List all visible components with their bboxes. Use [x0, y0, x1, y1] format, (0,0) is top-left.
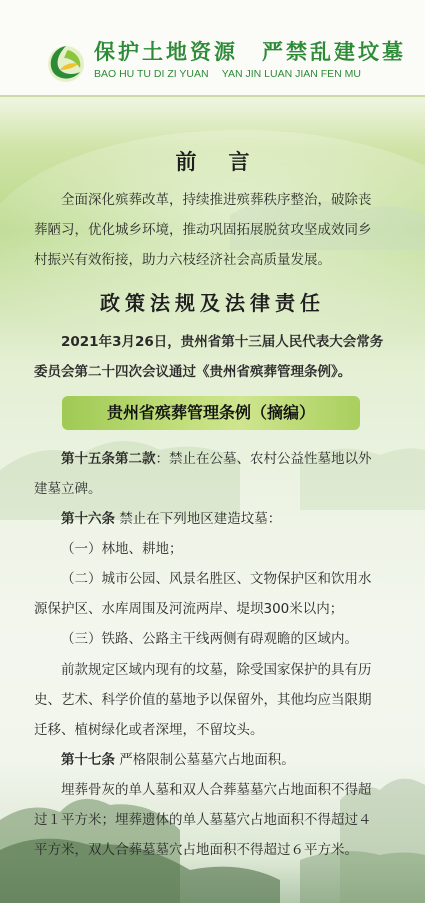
article-17-note-line-3: 平方米，双人合葬墓墓穴占地面积不得超过６平方米。	[34, 842, 358, 858]
article-15-line-2: 建墓立碑。	[34, 481, 102, 497]
preface-line-1: 全面深化殡葬改革，持续推进殡葬秩序整治，破除丧	[61, 192, 372, 208]
article-16-label: 第十六条	[61, 511, 115, 527]
article-15-line-1	[34, 444, 372, 474]
article-16-line	[34, 504, 281, 534]
article-16-item-1: （一）林地、耕地；	[61, 541, 183, 557]
policy-heading: 政策法规及法律责任	[100, 291, 325, 315]
article-17-label: 第十七条	[61, 752, 115, 768]
article-17-note-line-2: 过１平方米；埋葬遗体的单人墓墓穴占地面积不得超过４	[34, 812, 372, 828]
article-16-item-3: （三）铁路、公路主干线两侧有碍观瞻的区域内。	[61, 631, 358, 647]
article-17-text: 严格限制公墓墓穴占地面积。	[115, 752, 295, 768]
preface-line-2: 葬陋习，优化城乡环境，推动巩固拓展脱贫攻坚成效同乡	[34, 222, 372, 238]
header-title: 保护土地资源 严禁乱建坟墓	[94, 39, 406, 64]
preface-heading: 前言	[175, 149, 282, 174]
article-15-label: 第十五条第二款	[61, 451, 156, 467]
leaf-logo-icon	[44, 40, 88, 84]
article-16-note-line-3: 迁移、植树绿化或者深埋，不留坟头。	[34, 722, 264, 738]
section-title: 贵州省殡葬管理条例（摘编）	[106, 403, 315, 422]
header-pinyin: BAO HU TU DI ZI YUAN YAN JIN LUAN JIAN FEN MU	[94, 68, 362, 80]
article-16-note-line-2: 史、艺术、科学价值的墓地予以保留外，其他均应当限期	[34, 692, 372, 708]
article-16-item-2-line-1: （二）城市公园、风景名胜区、文物保护区和饮用水	[61, 571, 372, 587]
article-16-note-line-1: 前款规定区域内现有的坟墓，除受国家保护的具有历	[61, 662, 372, 678]
header-divider	[0, 95, 425, 97]
article-17-note-line-1: 埋葬骨灰的单人墓和双人合葬墓墓穴占地面积不得超	[61, 782, 372, 798]
article-16-item-2-line-2: 源保护区、水库周围及河流两岸、堤坝300米以内；	[34, 601, 344, 617]
article-16-text: 禁止在下列地区建造坟墓：	[115, 511, 282, 527]
policy-line-2: 委员会第二十四次会议通过《贵州省殡葬管理条例》。	[34, 364, 352, 380]
article-17-line	[34, 745, 295, 775]
article-15-text: ：禁止在公墓、农村公益性墓地以外	[155, 451, 372, 467]
preface-line-3: 村振兴有效衔接，助力六枝经济社会高质量发展。	[34, 252, 331, 268]
policy-line-1: 2021年3月26日，贵州省第十三届人民代表大会常务	[61, 334, 384, 350]
